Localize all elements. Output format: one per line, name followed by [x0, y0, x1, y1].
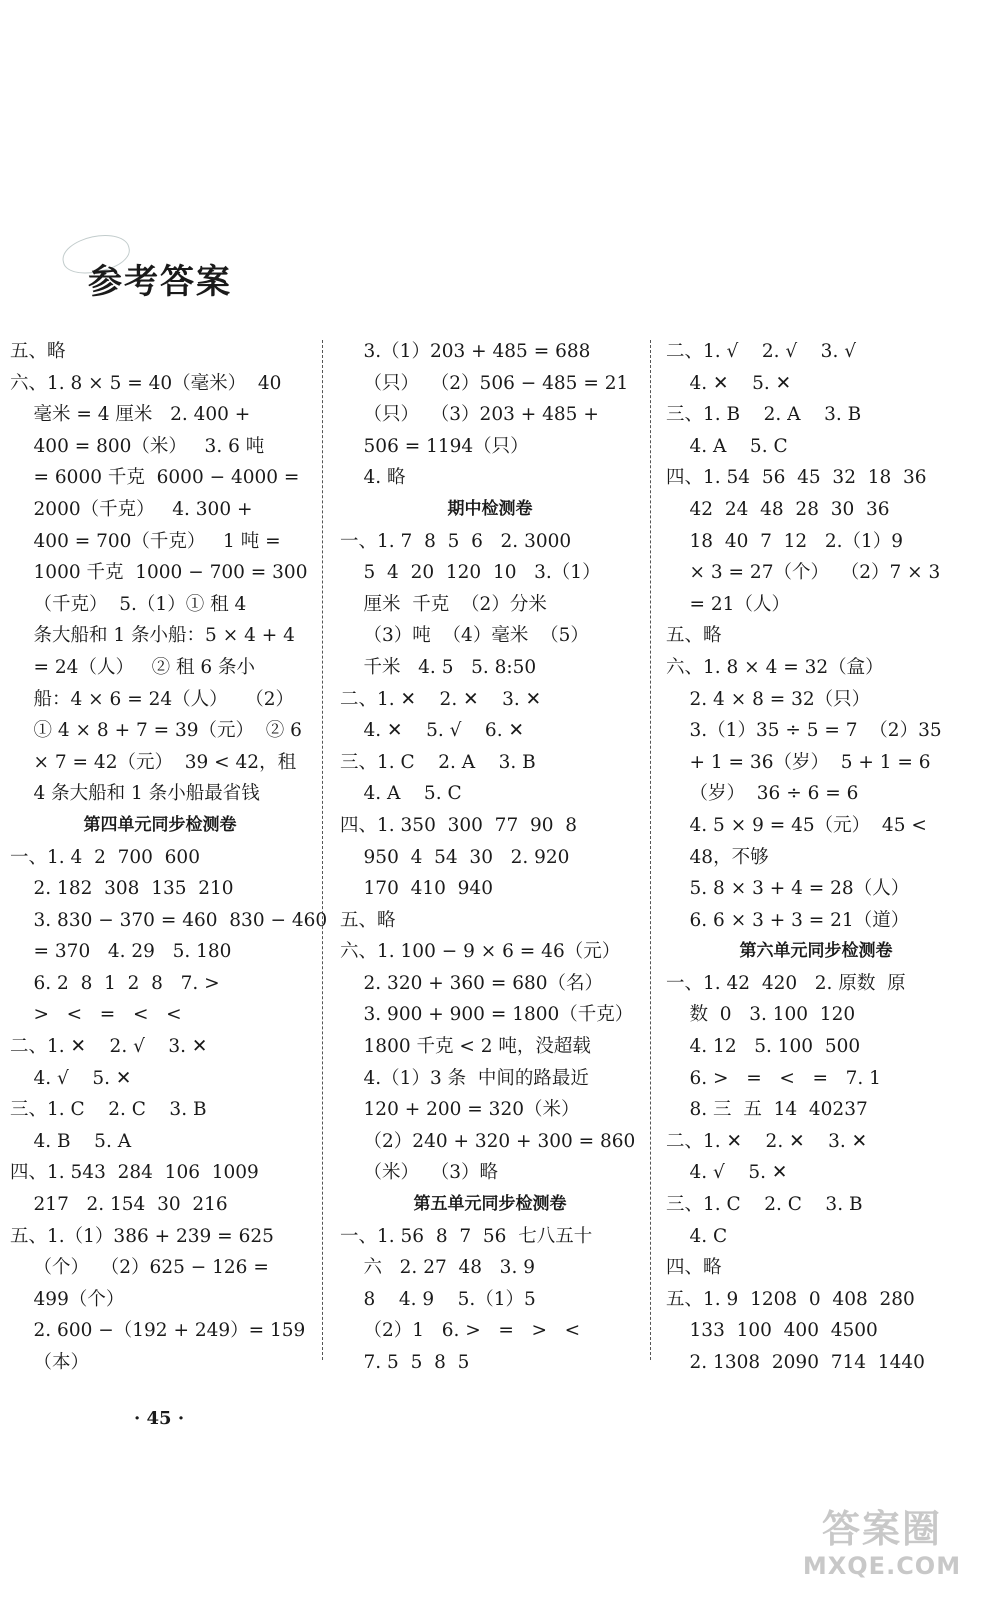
answer-line: （2）240 + 320 + 300 = 860: [340, 1130, 636, 1152]
answer-line: 四、1. 543 284 106 1009: [10, 1162, 259, 1184]
answer-line: 三、1. C 2. A 3. B: [340, 751, 536, 773]
answer-line: 8 4. 9 5.（1）5: [340, 1288, 536, 1310]
answer-line: 42 24 48 28 30 36: [666, 498, 890, 520]
answer-line: 1800 千克 < 2 吨，没超载: [340, 1036, 591, 1058]
answer-line: 五、略: [340, 909, 396, 931]
answer-line: （千克） 5.（1）① 租 4: [10, 593, 247, 615]
answer-line: 六、1. 100 − 9 × 6 = 46（元）: [340, 941, 621, 963]
answer-line: 5 4 20 120 10 3.（1）: [340, 562, 601, 584]
answer-line: 170 410 940: [340, 878, 493, 900]
answer-line: 四、1. 350 300 77 90 8: [340, 814, 578, 836]
answer-line: ① 4 × 8 + 7 = 39（元） ② 6: [10, 720, 302, 742]
answer-line: （只） （3）203 + 485 +: [340, 404, 599, 426]
answer-line: 六 2. 27 48 3. 9: [340, 1257, 535, 1279]
answer-line: 4.（1）3 条 中间的路最近: [340, 1067, 589, 1089]
answer-line: 4. 12 5. 100 500: [666, 1036, 861, 1058]
answer-line: 2. 4 × 8 = 32（只）: [666, 688, 871, 710]
answer-line: 厘米 千克 （2）分米: [340, 593, 547, 615]
answer-line: 4. ✕ 5. √ 6. ✕: [340, 720, 524, 742]
watermark-cn-text: 答案圈: [821, 1507, 942, 1551]
answer-line: 950 4 54 30 2. 920: [340, 846, 570, 868]
site-watermark: [792, 1506, 972, 1586]
answer-line: 千米 4. 5 5. 8:50: [340, 656, 537, 678]
answer-line: 三、1. B 2. A 3. B: [666, 404, 862, 426]
section-heading: 期中检测卷: [447, 498, 533, 519]
answer-line: 2. 1308 2090 714 1440: [666, 1352, 925, 1373]
answer-line: 4. ✕ 5. ✕: [666, 372, 792, 394]
answer-line: 7. 5 5 8 5: [340, 1352, 470, 1373]
answer-line: 4. B 5. A: [10, 1130, 132, 1152]
answer-line: 217 2. 154 30 216: [10, 1194, 228, 1216]
answer-line: = 21（人）: [666, 593, 790, 615]
answer-line: 400 = 700（千克） 1 吨 =: [10, 530, 281, 552]
answer-line: 400 = 800（米） 3. 6 吨: [10, 435, 265, 457]
answer-line: 120 + 200 = 320（米）: [340, 1099, 580, 1121]
answer-line: = 370 4. 29 5. 180: [10, 941, 232, 963]
answer-line: 3. 830 − 370 = 460 830 − 460: [10, 909, 328, 931]
answer-line: 船：4 × 6 = 24（人） （2）: [10, 688, 295, 710]
answer-line: = 24（人） ② 租 6 条小: [10, 656, 255, 678]
answer-line: 4. A 5. C: [666, 435, 788, 457]
answer-line: 条大船和 1 条小船：5 × 4 + 4: [10, 625, 295, 647]
answer-line: 六、1. 8 × 5 = 40（毫米） 40: [10, 372, 282, 394]
answer-column-2: [340, 336, 640, 1379]
answer-line: 三、1. C 2. C 3. B: [10, 1099, 207, 1121]
answer-line: 四、1. 54 56 45 32 18 36: [666, 467, 927, 489]
answer-line: + 1 = 36（岁） 5 + 1 = 6: [666, 751, 931, 773]
answer-line: 2. 320 + 360 = 680（名）: [340, 972, 604, 994]
answer-line: 6. 6 × 3 + 3 = 21（道）: [666, 909, 910, 931]
answer-column-1: [10, 336, 328, 1379]
answer-line: 五、略: [666, 625, 722, 647]
answer-line: 5. 8 × 3 + 4 = 28（人）: [666, 878, 910, 900]
watermark-en-text: MXQE.COM: [802, 1552, 962, 1580]
answer-line: 二、1. ✕ 2. √ 3. ✕: [10, 1036, 208, 1058]
answer-line: （2）1 6. > = > <: [340, 1320, 581, 1342]
answer-line: × 3 = 27（个） （2）7 × 3: [666, 562, 941, 584]
answer-line: 3.（1）35 ÷ 5 = 7 （2）35: [666, 720, 942, 742]
answer-line: 4. 略: [340, 467, 406, 489]
answer-line: 8. 三 五 14 40237: [666, 1099, 868, 1121]
answer-line: 1000 千克 1000 − 700 = 300: [10, 562, 308, 584]
answer-line: 4. 5 × 9 = 45（元） 45 <: [666, 814, 927, 836]
answer-line: 4. √ 5. ✕: [666, 1162, 788, 1184]
column-divider: [650, 340, 651, 1360]
answer-line: 2000（千克） 4. 300 +: [10, 498, 253, 520]
answer-line: 3.（1）203 + 485 = 688: [340, 341, 591, 362]
section-heading: 第六单元同步检测卷: [739, 941, 893, 962]
answer-line: × 7 = 42（元） 39 < 42，租: [10, 751, 297, 773]
answer-line: 数 0 3. 100 120: [666, 1004, 856, 1026]
answer-line: 五、略: [10, 341, 66, 362]
answer-line: 二、1. ✕ 2. ✕ 3. ✕: [340, 688, 542, 710]
answer-line: 133 100 400 4500: [666, 1320, 878, 1342]
answer-line: = 6000 千克 6000 − 4000 =: [10, 467, 300, 489]
answer-line: 一、1. 7 8 5 6 2. 3000: [340, 530, 572, 552]
answer-line: 2. 600 −（192 + 249）= 159: [10, 1320, 306, 1342]
answer-line: 五、1. 9 1208 0 408 280: [666, 1288, 915, 1310]
answer-line: 一、1. 4 2 700 600: [10, 846, 200, 868]
answer-line: 三、1. C 2. C 3. B: [666, 1194, 863, 1216]
answer-line: 五、1.（1）386 + 239 = 625: [10, 1225, 274, 1247]
answer-line: 四、略: [666, 1257, 722, 1279]
answer-line: 3. 900 + 900 = 1800（千克）: [340, 1004, 634, 1026]
answer-line: 4. √ 5. ✕: [10, 1067, 132, 1089]
answer-line: 18 40 7 12 2.（1）9: [666, 530, 904, 552]
answer-line: （个） （2）625 − 126 =: [10, 1257, 269, 1279]
answer-line: （3）吨 （4）毫米 （5）: [340, 625, 589, 647]
answer-line: （本）: [10, 1352, 90, 1373]
section-heading: 第五单元同步检测卷: [413, 1194, 567, 1215]
answer-line: 一、1. 56 8 7 56 七八五十: [340, 1225, 593, 1247]
answer-line: （岁） 36 ÷ 6 = 6: [666, 783, 859, 805]
answer-line: 48，不够: [666, 846, 769, 868]
answer-line: 二、1. ✕ 2. ✕ 3. ✕: [666, 1130, 868, 1152]
section-heading: 第四单元同步检测卷: [83, 814, 237, 835]
answer-line: 6. 2 8 1 2 8 7. >: [10, 972, 220, 994]
answer-line: 一、1. 42 420 2. 原数 原: [666, 972, 906, 994]
answer-line: 506 = 1194（只）: [340, 435, 529, 457]
answer-line: 4 条大船和 1 条小船最省钱: [10, 783, 260, 805]
answer-line: > < = < <: [10, 1004, 182, 1026]
answer-line: 六、1. 8 × 4 = 32（盒）: [666, 656, 884, 678]
answer-column-3: [666, 336, 966, 1379]
page-title: 参考答案: [88, 262, 232, 302]
answer-line: 二、1. √ 2. √ 3. √: [666, 341, 857, 362]
answer-line: 2. 182 308 135 210: [10, 878, 234, 900]
answer-line: 4. C: [666, 1225, 728, 1247]
answer-line: 6. > = < = 7. 1: [666, 1067, 881, 1089]
answer-line: 4. A 5. C: [340, 783, 462, 805]
answer-line: 499（个）: [10, 1288, 125, 1310]
answer-line: 毫米 = 4 厘米 2. 400 +: [10, 404, 251, 426]
column-divider: [322, 340, 323, 1360]
answer-line: （米） （3）略: [340, 1162, 499, 1184]
page-number: · 45 ·: [134, 1408, 185, 1429]
answer-line: （只） （2）506 − 485 = 21: [340, 372, 629, 394]
